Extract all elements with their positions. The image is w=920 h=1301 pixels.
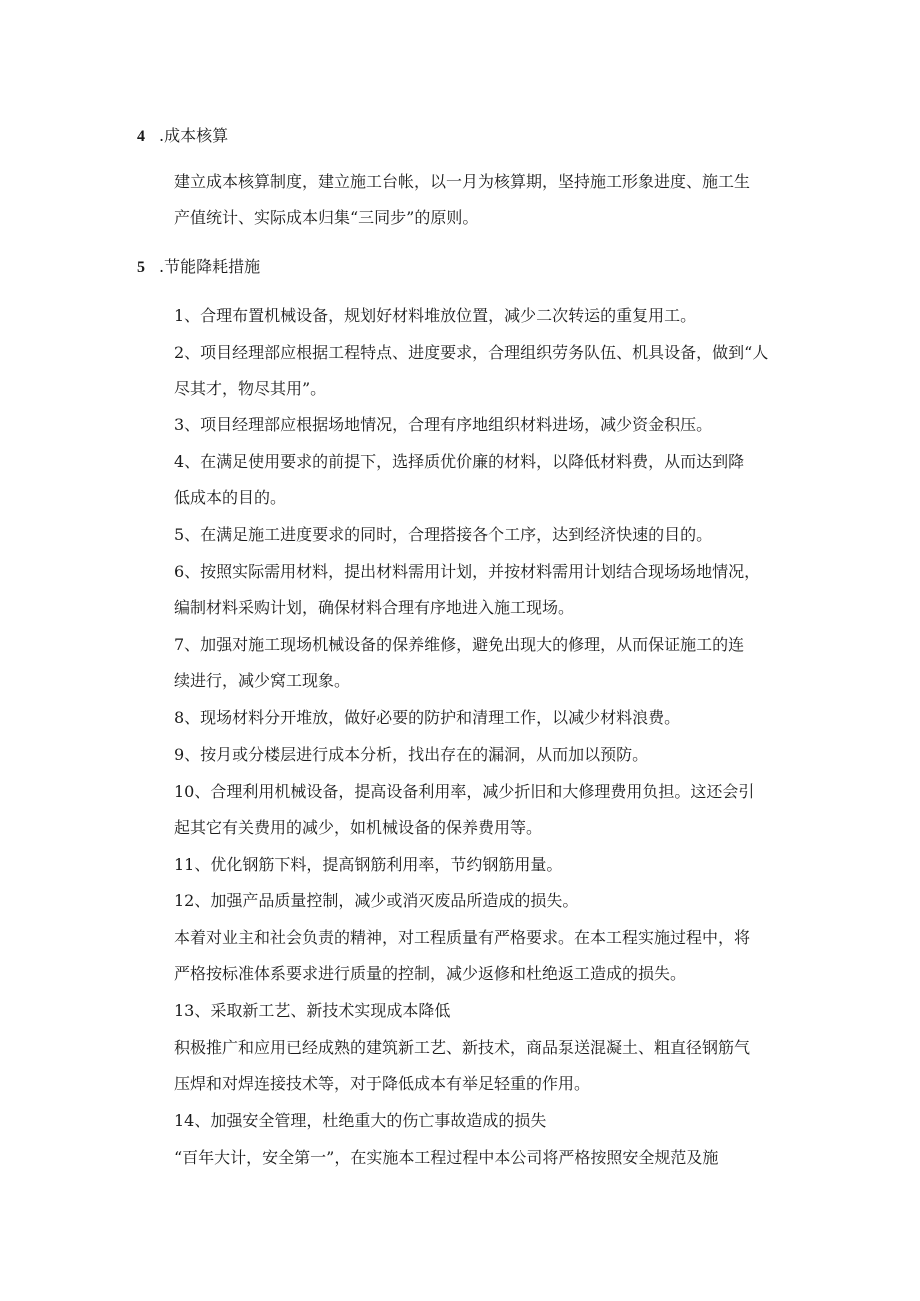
paragraph-line: 8、现场材料分开堆放，做好必要的防护和清理工作，以减少材料浪费。 (174, 708, 681, 727)
paragraph-line: 起其它有关费用的减少，如机械设备的保养费用等。 (174, 818, 543, 837)
paragraph-line: 续进行，减少窝工现象。 (174, 671, 351, 690)
paragraph-line: 尽其才，物尽其用”。 (174, 379, 327, 398)
paragraph-line: 低成本的目的。 (174, 488, 287, 507)
paragraph-line: 13、采取新工艺、新技术实现成本降低 (174, 1001, 451, 1020)
section-heading-cost-accounting (137, 126, 228, 147)
measure-item-7 (137, 627, 834, 699)
paragraph-line: 12、加强产品质量控制，减少或消灭废品所造成的损失。 (174, 891, 579, 910)
measure-item-3 (137, 407, 834, 443)
paragraph-line: 4、在满足使用要求的前提下，选择质优价廉的材料，以降低材料费，从而达到降 (174, 452, 745, 471)
measure-item-8 (137, 700, 834, 736)
measure-item-2 (137, 335, 834, 407)
section-heading-energy-saving (137, 257, 260, 278)
measure-item-6 (137, 554, 834, 626)
section-number: 5 (137, 259, 145, 276)
measure-item-4 (137, 444, 834, 516)
measure-item-9 (137, 737, 834, 773)
paragraph-line: 7、加强对施工现场机械设备的保养维修，避免出现大的修理，从而保证施工的连 (174, 635, 745, 654)
measure-item-12 (137, 883, 834, 919)
paragraph-line: 严格按标准体系要求进行质量的控制，减少返修和杜绝返工造成的损失。 (174, 964, 687, 983)
section-number: 4 (137, 128, 145, 145)
paragraph-line: 2、项目经理部应根据工程特点、进度要求，合理组织劳务队伍、机具设备，做到“人 (174, 343, 769, 362)
paragraph-line: 建立成本核算制度，建立施工台帐，以一月为核算期，坚持施工形象进度、施工生 (174, 172, 751, 191)
section-title: .节能降耗措施 (159, 257, 261, 276)
new-technology-paragraph (137, 1030, 834, 1102)
paragraph-line: 压焊和对焊连接技术等，对于降低成本有举足轻重的作用。 (174, 1074, 591, 1093)
quality-paragraph (137, 920, 834, 992)
paragraph-line: 14、加强安全管理，杜绝重大的伤亡事故造成的损失 (174, 1111, 547, 1130)
measure-item-5 (137, 517, 834, 553)
safety-paragraph (137, 1140, 834, 1176)
paragraph-line: 6、按照实际需用材料，提出材料需用计划，并按材料需用计划结合现场场地情况， (174, 562, 761, 581)
paragraph-line: 编制材料采购计划，确保材料合理有序地进入施工现场。 (174, 598, 575, 617)
paragraph-line: 10、合理利用机械设备，提高设备利用率，减少折旧和大修理费用负担。这还会引 (174, 782, 755, 801)
section-title: .成本核算 (159, 126, 229, 145)
paragraph-line: 产值统计、实际成本归集“三同步”的原则。 (174, 208, 479, 227)
paragraph-cost-accounting (137, 164, 834, 236)
paragraph-line: 本着对业主和社会负责的精神，对工程质量有严格要求。在本工程实施过程中，将 (174, 928, 751, 947)
measure-item-1 (137, 298, 834, 334)
paragraph-line: 1、合理布置机械设备，规划好材料堆放位置，减少二次转运的重复用工。 (174, 306, 697, 325)
measure-item-11 (137, 847, 834, 883)
paragraph-line: 积极推广和应用已经成熟的建筑新工艺、新技术，商品泵送混凝土、粗直径钢筋气 (174, 1038, 751, 1057)
measure-item-10 (137, 774, 834, 846)
measure-item-14 (137, 1103, 834, 1139)
paragraph-line: 5、在满足施工进度要求的同时，合理搭接各个工序，达到经济快速的目的。 (174, 525, 713, 544)
measure-item-13 (137, 993, 834, 1029)
paragraph-line: “百年大计，安全第一”，在实施本工程过程中本公司将严格按照安全规范及施 (174, 1148, 719, 1167)
paragraph-line: 3、项目经理部应根据场地情况，合理有序地组织材料进场，减少资金积压。 (174, 415, 713, 434)
paragraph-line: 9、按月或分楼层进行成本分析，找出存在的漏洞，从而加以预防。 (174, 745, 649, 764)
paragraph-line: 11、优化钢筋下料，提高钢筋利用率，节约钢筋用量。 (174, 855, 563, 874)
